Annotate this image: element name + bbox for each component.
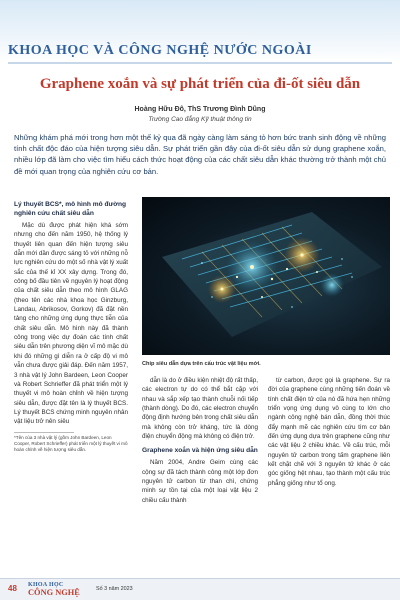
figure-caption: Chip siêu dẫn dựa trên cấu trúc vật liệu mới. bbox=[142, 361, 261, 367]
issue-label: Số 3 năm 2023 bbox=[96, 586, 133, 592]
magazine-logo-line1: KHOA HỌC bbox=[28, 582, 64, 588]
article-title: Graphene xoắn và sự phát triển của đi-ốt siêu dẫn bbox=[39, 76, 361, 92]
subheading-bcs-theory: Lý thuyết BCS*, mô hình mô đường nghiên cứu chất siêu dẫn bbox=[14, 201, 127, 217]
page-footer bbox=[0, 578, 400, 600]
page-number: 48 bbox=[8, 584, 17, 593]
paragraph-graphene-structure: từ carbon, được gọi là graphene. Sự ra đời của graphene cùng những tiến đoán về tính chất điện tử của nó đã hứa hẹn những triển vọng ứng dụng vô cùng to lớn cho ngành công nghệ bán dẫn, đồng thời thúc đẩy mạnh mẽ các nghiên cứu tìm cơ bản đến ứng dụng dựa trên graphene cũng như các vật liệu 2 chiều khác. Về cấu trúc, mỗi nguyên tử carbon trong tấm graphene liên kết chặt chẽ với 3 nguyên tử khác ở các góc giống hệt nhau, tạo thành một cấu trúc phẳng giống như tổ ong. bbox=[268, 377, 390, 487]
column-2 bbox=[142, 376, 258, 505]
footnote: *Tên của 3 nhà vật lý (gồm John Bardeen, Leon Cooper, Robert Schrieffer) phát triển một lý thuyết vi mô hoàn chỉnh về hiện tượng siêu dẫn. bbox=[14, 434, 128, 453]
column-3 bbox=[268, 376, 390, 488]
subheading-twisted-graphene: Graphene xoắn và hiện ứng siêu dẫn bbox=[142, 447, 258, 455]
article-authors: Hoàng Hữu Đô, ThS Trương Đình Dũng bbox=[134, 106, 266, 113]
section-divider bbox=[8, 62, 392, 64]
paragraph-graphene-discovery: Năm 2004, Andre Geim cùng các cộng sự đã tách thành công một lớp đơn nguyên tử carbon từ than chì, chứng minh sự tồn tại của một loại vật liệu 2 chiều cấu thành bbox=[142, 459, 258, 504]
footnote-divider bbox=[14, 432, 74, 433]
magazine-logo-line2: CÔNG NGHỆ bbox=[28, 588, 80, 597]
chip-photo bbox=[142, 197, 390, 355]
paragraph-bcs-continued: dẫn là do ở điều kiện nhiệt độ rất thấp, các electron tự do có thể bắt cặp với nhau và sắp xếp tạo thành chuỗi nối tiếp (thành dòng). Do đó, các electron chuyển động định hướng bên trong chất siêu dẫn mà không còn trở kháng, tức là dòng điện chuyển động mà không có điện trở. bbox=[142, 377, 258, 441]
magazine-logo bbox=[28, 581, 86, 599]
column-1 bbox=[14, 200, 128, 454]
section-title: KHOA HỌC VÀ CÔNG NGHỆ NƯỚC NGOÀI bbox=[8, 43, 312, 58]
paragraph-bcs-theory: Mặc dù được phát hiện khá sớm nhưng cho đến năm 1950, hệ thống lý thuyết liên quan đến hiện tượng siêu dẫn mới dần được sáng tỏ với những nỗ lực nghiên cứu do một số nhà vật lý xuất sắc của thế kỉ XX xây dựng. Trong đó, công bố đầu tiên về nguyên lý hoạt động của chất siêu dẫn theo mô hình GLAG (theo tên các nhà khoa học Ginzburg, Landau, Abrikosov, Gorkov) đã đặt nền tảng cho những ứng dụng thực tiễn của chất siêu dẫn. Mô hình này đã thành công trong việc dự đoán các tính chất siêu dẫn trên phương diện vĩ mô mặc dù khi đó những gì diễn ra ở cấp độ vi mô vẫn chưa được giải đáp. Đến năm 1957, 3 nhà vật lý John Bardeen, Leon Cooper và Robert Schrieffer đã phát triển một lý thuyết vi mô hoàn chỉnh về hiện tượng siêu dẫn, được đặt tên là lý thuyết BCS. Lý thuyết BCS chứng minh nguyên nhân vật liệu trở nên siêu bbox=[14, 222, 128, 426]
chip-illustration bbox=[142, 197, 390, 355]
article-abstract: Những khám phá mới trong hơn một thế kỷ qua đã ngày càng làm sáng tỏ hơn bức tranh sinh động về những tính chất độc đáo của hiện tượng siêu dẫn. Sự phát triển gần đây của đi-ốt siêu dẫn sử dụng graphene xoắn, nhiều lớp đã làm cho việc tìm hiểu cách thức hoạt động của các chất siêu dẫn khác thường trở thành một chủ đề mới quan trọng của nghiên cứu cơ bản. bbox=[14, 133, 386, 176]
article-affiliation: Trường Cao đẳng Kỹ thuật thông tin bbox=[148, 116, 252, 123]
